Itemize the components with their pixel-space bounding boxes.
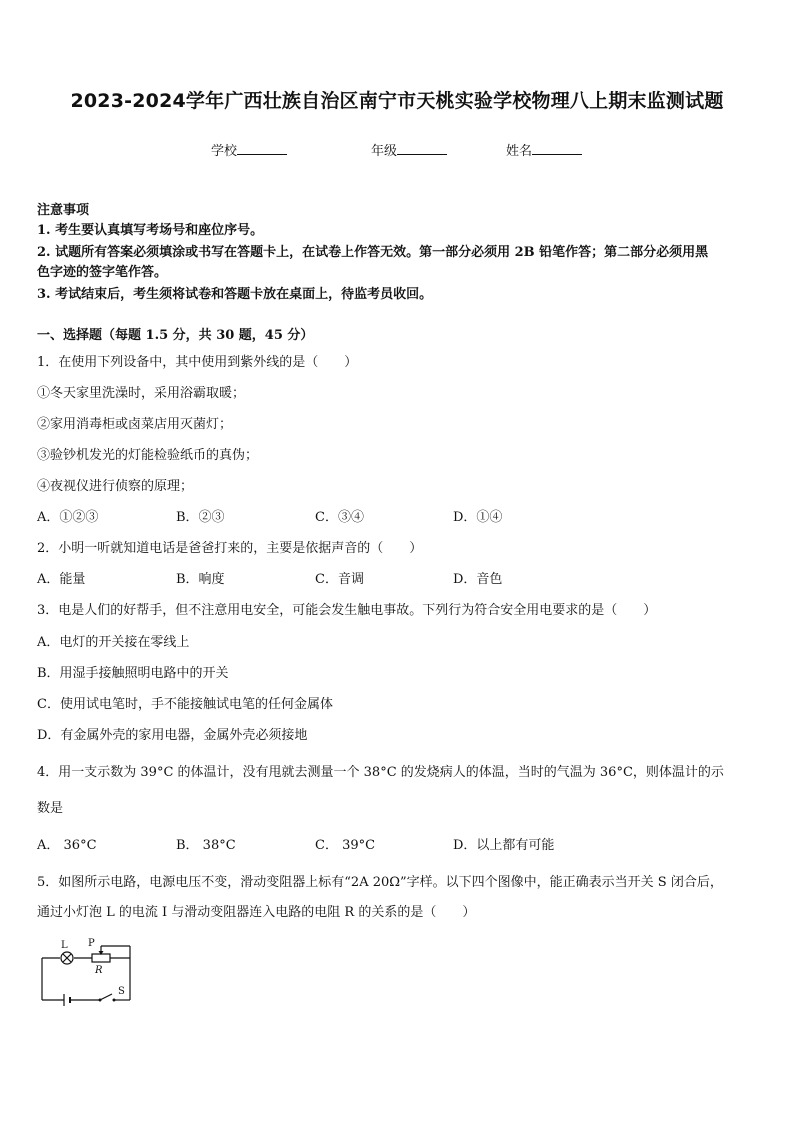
- option-c: C．音调: [315, 572, 364, 587]
- school-field: 学校: [211, 140, 287, 159]
- section-heading: 一、选择题（每题 1.5 分，共 30 题，45 分）: [37, 328, 314, 343]
- question-stem: 3．电是人们的好帮手，但不注意用电安全，可能会发生触电事故。下列行为符合安全用电要求的是（ ）: [37, 603, 657, 618]
- page-title: 2023-2024学年广西壮族自治区南宁市天桃实验学校物理八上期末监测试题: [70, 90, 724, 112]
- slider-label: P: [88, 938, 95, 949]
- switch-contact: [113, 999, 116, 1002]
- question-sub-item: ④夜视仪进行侦察的原理；: [37, 479, 194, 494]
- option-a: A．能量: [37, 572, 86, 587]
- question-sub-item: ①冬天家里洗澡时，采用浴霸取暖；: [37, 386, 246, 401]
- switch-blade: [100, 994, 112, 1000]
- notice-heading: 注意事项: [37, 203, 90, 218]
- option-c: C． 39°C: [315, 838, 376, 853]
- question-stem: 4．用一支示数为 39°C 的体温计，没有甩就去测量一个 38°C 的发烧病人的体温，当时的气温为 36°C，则体温计的示: [37, 765, 724, 780]
- question-stem: 5．如图所示电路，电源电压不变，滑动变阻器上标有“2A 20Ω”字样。以下四个图像中，能正确表示当开关 S 闭合后，: [37, 875, 723, 890]
- question-stem: 1．在使用下列设备中，其中使用到紫外线的是（ ）: [37, 355, 358, 370]
- option-b: B． 38°C: [176, 838, 236, 853]
- option-a: A．电灯的开关接在零线上: [37, 635, 190, 650]
- grade-field: 年级: [371, 140, 447, 159]
- name-field: 姓名: [506, 140, 582, 159]
- option-c: C．使用试电笔时，手不能接触试电笔的任何金属体: [37, 697, 333, 712]
- resistor-label: R: [95, 965, 103, 976]
- notice-item: 1. 考生要认真填写考场号和座位序号。: [37, 223, 264, 238]
- question-stem: 2．小明一听就知道电话是爸爸打来的，主要是依据声音的（ ）: [37, 541, 423, 556]
- question-sub-item: ②家用消毒柜或卤菜店用灭菌灯；: [37, 417, 233, 432]
- question-stem-continued: 数是: [37, 801, 64, 816]
- option-d: D．①④: [453, 510, 503, 525]
- option-b: B．响度: [176, 572, 225, 587]
- switch-label: S: [118, 986, 125, 997]
- switch-contact: [99, 999, 102, 1002]
- option-a: A．①②③: [37, 510, 99, 525]
- option-b: B．②③: [176, 510, 225, 525]
- notice-item: 3. 考试结束后，考生须将试卷和答题卡放在桌面上，待监考员收回。: [37, 287, 433, 302]
- notice-item: 2. 试题所有答案必须填涂或书写在答题卡上，在试卷上作答无效。第一部分必须用 2B 铅笔作答；第二部分必须用黑: [37, 245, 709, 260]
- option-a: A． 36°C: [37, 838, 97, 853]
- option-d: D．以上都有可能: [453, 838, 555, 853]
- option-c: C．③④: [315, 510, 364, 525]
- circuit-diagram: [38, 936, 138, 1008]
- student-info-row: [0, 140, 794, 160]
- notice-item: 色字迹的签字笔作答。: [37, 265, 168, 280]
- question-sub-item: ③验钞机发光的灯能检验纸币的真伪；: [37, 448, 259, 463]
- resistor-symbol: [92, 954, 110, 962]
- option-d: D．有金属外壳的家用电器，金属外壳必须接地: [37, 728, 308, 743]
- option-d: D．音色: [453, 572, 503, 587]
- option-b: B．用湿手接触照明电路中的开关: [37, 666, 229, 681]
- question-stem-continued: 通过小灯泡 L 的电流 I 与滑动变阻器连入电路的电阻 R 的关系的是（ ）: [37, 905, 476, 920]
- lamp-label: L: [61, 940, 68, 951]
